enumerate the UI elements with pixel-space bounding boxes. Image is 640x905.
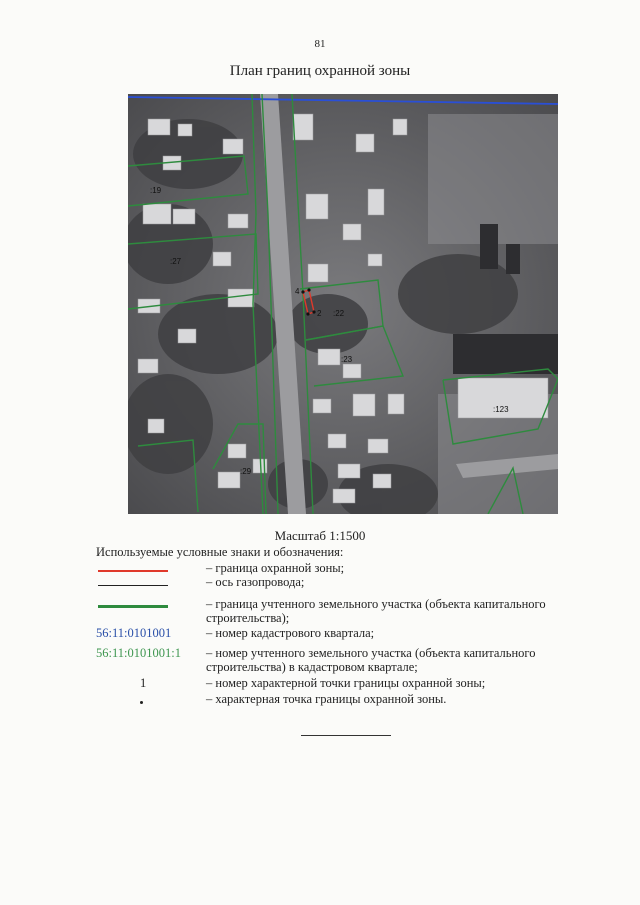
legend-desc: – номер кадастрового квартала;	[206, 626, 375, 640]
point-number-symbol: 1	[140, 676, 147, 690]
parcel-label-123: :123	[493, 405, 509, 414]
dot-symbol	[140, 701, 143, 704]
legend-heading: Используемые условные знаки и обозначения:	[96, 545, 344, 559]
point-label-4: 4	[295, 287, 300, 296]
parcel-label-19: :19	[150, 186, 162, 195]
legend-desc: – граница учтенного земельного участка (объекта капитального строительства);	[206, 597, 546, 625]
legend-desc: – номер характерной точки границы охранной зоны;	[206, 676, 486, 690]
legend-symbol	[96, 597, 196, 611]
plan-title: План границ охранной зоны	[229, 63, 411, 79]
legend-desc: – граница охранной зоны;	[206, 561, 345, 575]
parcel-label-29: :29	[240, 467, 252, 476]
parcel-label-22: :22	[333, 309, 345, 318]
legend-symbol	[96, 561, 196, 575]
green-line-symbol	[98, 605, 168, 608]
legend-symbol	[96, 646, 196, 660]
bottom-rule	[301, 735, 391, 736]
red-line-symbol	[98, 570, 168, 572]
point-label-2: 2	[317, 309, 322, 318]
legend-desc: – номер учтенного земельного участка (объекта капитального строительства) в кадастровом квартале;	[206, 646, 536, 674]
legend-symbol	[96, 575, 196, 589]
map-canvas[interactable]	[128, 94, 558, 514]
blue-number-symbol: 56:11:0101001	[96, 626, 172, 640]
legend-symbol	[96, 676, 196, 690]
legend-desc: – ось газопровода;	[206, 575, 305, 589]
page-number: 81	[314, 38, 326, 50]
legend-desc: – характерная точка границы охранной зоны.	[206, 692, 447, 706]
green-number-symbol: 56:11:0101001:1	[96, 646, 181, 660]
black-line-symbol	[98, 585, 168, 586]
map-frame[interactable]	[128, 94, 558, 514]
parcel-label-27: :27	[170, 257, 182, 266]
legend-symbol	[96, 626, 196, 640]
parcel-label-23: :23	[341, 355, 353, 364]
legend-symbol	[96, 692, 196, 706]
scale-label: Масштаб 1:1500	[274, 528, 366, 543]
